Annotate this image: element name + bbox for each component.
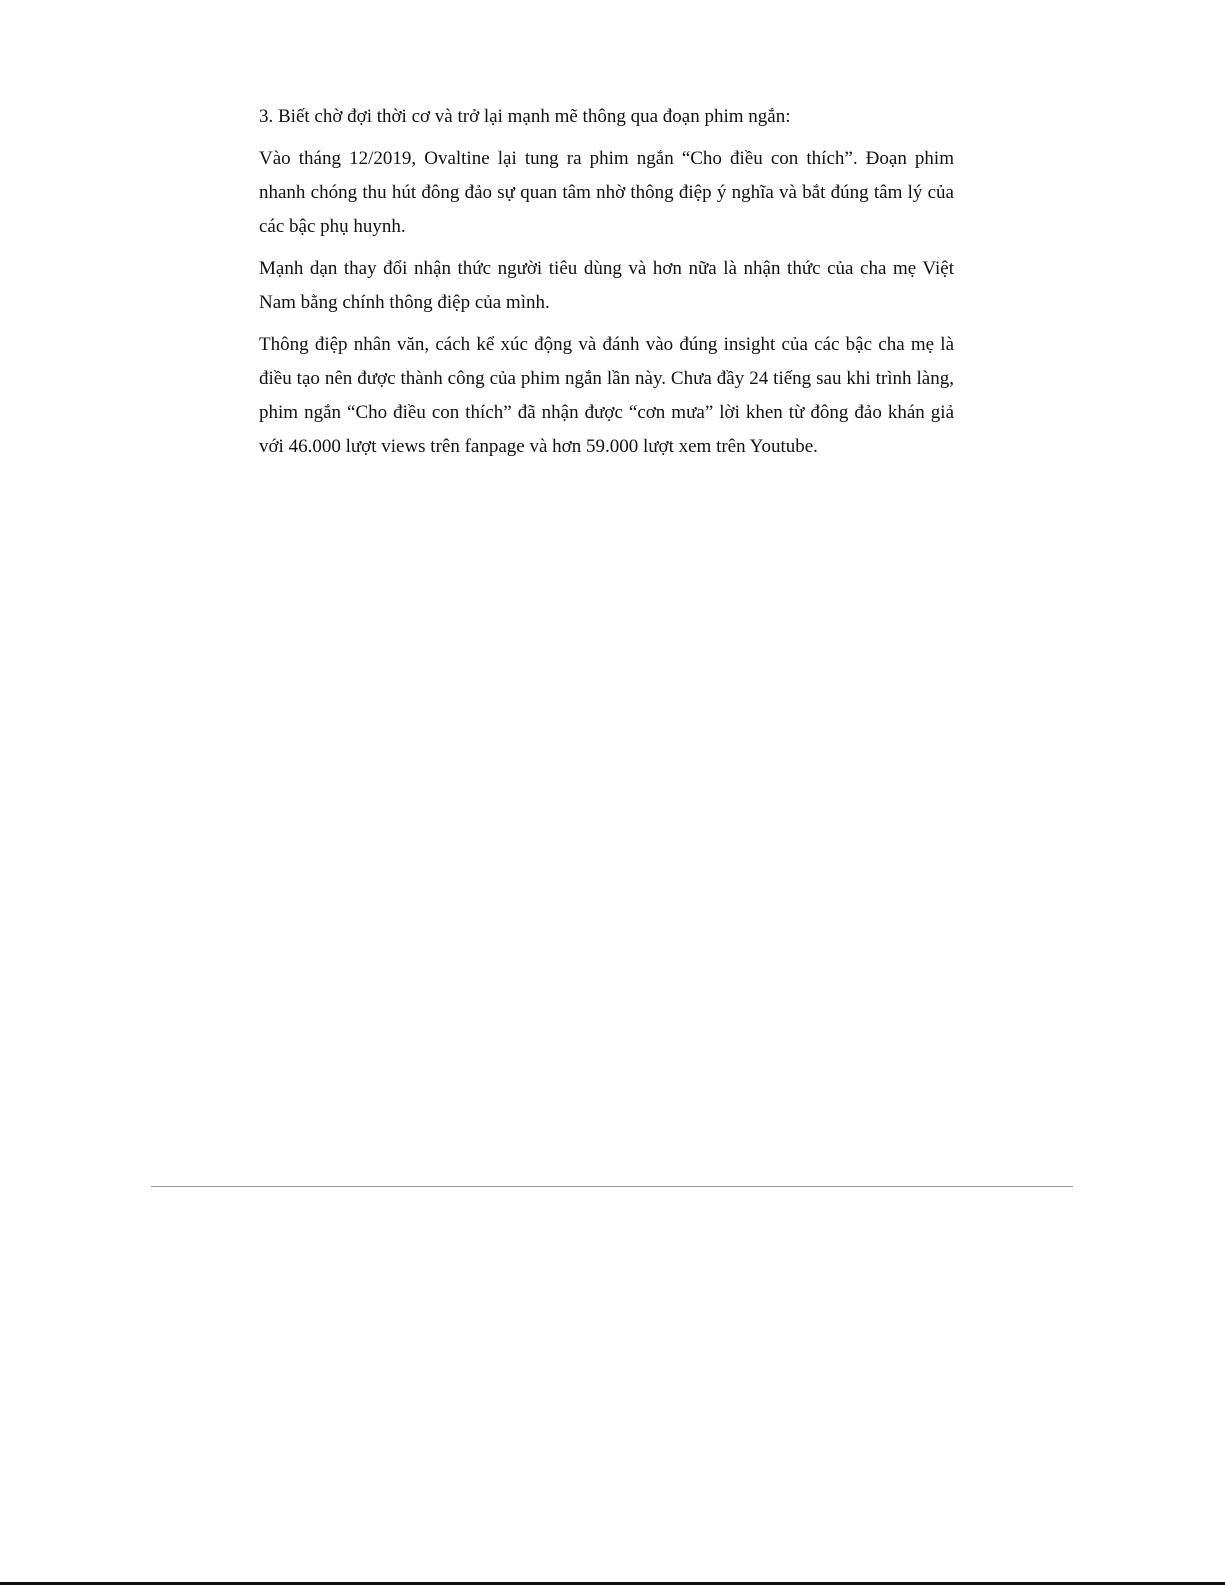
page-divider <box>151 1186 1073 1187</box>
paragraph-1: Vào tháng 12/2019, Ovaltine lại tung ra phim ngắn “Cho điều con thích”. Đoạn phim nhanh chóng thu hút đông đảo sự quan tâm nhờ thông điệp ý nghĩa và bắt đúng tâm lý của các bậc phụ huynh. <box>259 148 954 237</box>
paragraph-2: Mạnh dạn thay đổi nhận thức người tiêu dùng và hơn nữa là nhận thức của cha mẹ Việt Nam bằng chính thông điệp của mình. <box>259 258 954 313</box>
section-heading: 3. Biết chờ đợi thời cơ và trở lại mạnh mẽ thông qua đoạn phim ngắn: <box>259 106 791 127</box>
document-body <box>259 100 954 472</box>
paragraph-3: Thông điệp nhân văn, cách kể xúc động và đánh vào đúng insight của các bậc cha mẹ là điều tạo nên được thành công của phim ngắn lần này. Chưa đầy 24 tiếng sau khi trình làng, phim ngắn “Cho điều con thích” đã nhận được “cơn mưa” lời khen từ đông đảo khán giả với 46.000 lượt views trên fanpage và hơn 59.000 lượt xem trên Youtube. <box>259 334 954 457</box>
